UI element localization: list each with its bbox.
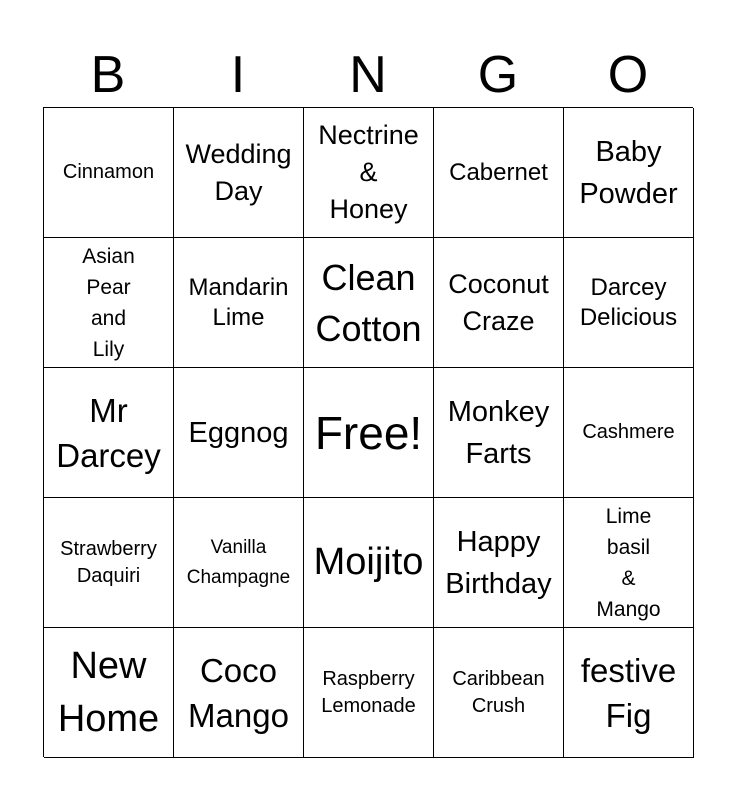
cell-label: Lime basil & Mango bbox=[596, 504, 661, 621]
cell-label: Clean Cotton bbox=[315, 256, 422, 349]
bingo-cell[interactable] bbox=[434, 498, 564, 628]
bingo-cell[interactable] bbox=[44, 498, 174, 628]
bingo-cell[interactable] bbox=[434, 368, 564, 498]
header-letter-n: N bbox=[349, 46, 387, 104]
cell-label: Darcey Delicious bbox=[579, 273, 678, 331]
cell-label: Mandarin Lime bbox=[188, 273, 289, 331]
header-letter-g: G bbox=[477, 46, 519, 104]
cell-label: Mr Darcey bbox=[56, 391, 161, 474]
bingo-cell[interactable] bbox=[174, 498, 304, 628]
bingo-cell[interactable] bbox=[44, 108, 174, 238]
bingo-cell[interactable] bbox=[304, 498, 434, 628]
bingo-cell[interactable] bbox=[174, 368, 304, 498]
bingo-grid bbox=[43, 107, 693, 757]
cell-label: Wedding Day bbox=[185, 138, 292, 206]
cell-label: Cabernet bbox=[449, 158, 548, 186]
bingo-cell[interactable] bbox=[304, 368, 434, 498]
cell-label: Nectrine & Honey bbox=[318, 120, 419, 224]
bingo-cell[interactable] bbox=[44, 368, 174, 498]
cell-label: Asian Pear and Lily bbox=[82, 244, 135, 361]
bingo-cell[interactable] bbox=[564, 108, 694, 238]
bingo-cell[interactable] bbox=[434, 238, 564, 368]
cell-label: Moijito bbox=[313, 541, 424, 583]
cell-label: Strawberry Daquiri bbox=[60, 537, 157, 587]
cell-label: New Home bbox=[57, 644, 160, 740]
bingo-cell[interactable] bbox=[564, 368, 694, 498]
cell-label: Caribbean Crush bbox=[452, 667, 545, 717]
cell-label: Raspberry Lemonade bbox=[321, 667, 416, 717]
cell-label: Happy Birthday bbox=[445, 525, 552, 600]
bingo-cell[interactable] bbox=[564, 498, 694, 628]
bingo-cell[interactable] bbox=[564, 628, 694, 758]
bingo-cell[interactable] bbox=[434, 108, 564, 238]
bingo-cell[interactable] bbox=[304, 108, 434, 238]
bingo-cell[interactable] bbox=[304, 628, 434, 758]
bingo-header bbox=[43, 42, 693, 108]
cell-label: Cinnamon bbox=[62, 161, 155, 183]
bingo-cell[interactable] bbox=[174, 108, 304, 238]
bingo-cell[interactable] bbox=[564, 238, 694, 368]
cell-label: Coconut Craze bbox=[448, 268, 549, 336]
header-letter-i: I bbox=[230, 46, 246, 104]
bingo-cell[interactable] bbox=[44, 628, 174, 758]
bingo-cell[interactable] bbox=[44, 238, 174, 368]
header-letter-b: B bbox=[90, 46, 126, 104]
bingo-cell[interactable] bbox=[434, 628, 564, 758]
cell-label: Cashmere bbox=[582, 421, 675, 443]
bingo-cell[interactable] bbox=[304, 238, 434, 368]
cell-label: Coco Mango bbox=[188, 651, 289, 734]
cell-label: festive Fig bbox=[580, 651, 677, 734]
cell-label: Monkey Farts bbox=[447, 395, 550, 470]
header-letter-o: O bbox=[607, 46, 649, 104]
bingo-cell[interactable] bbox=[174, 238, 304, 368]
cell-label: Vanilla Champagne bbox=[186, 536, 291, 588]
free-space-label: Free! bbox=[314, 406, 423, 459]
bingo-cell[interactable] bbox=[174, 628, 304, 758]
cell-label: Baby Powder bbox=[579, 135, 678, 210]
cell-label: Eggnog bbox=[188, 416, 289, 449]
